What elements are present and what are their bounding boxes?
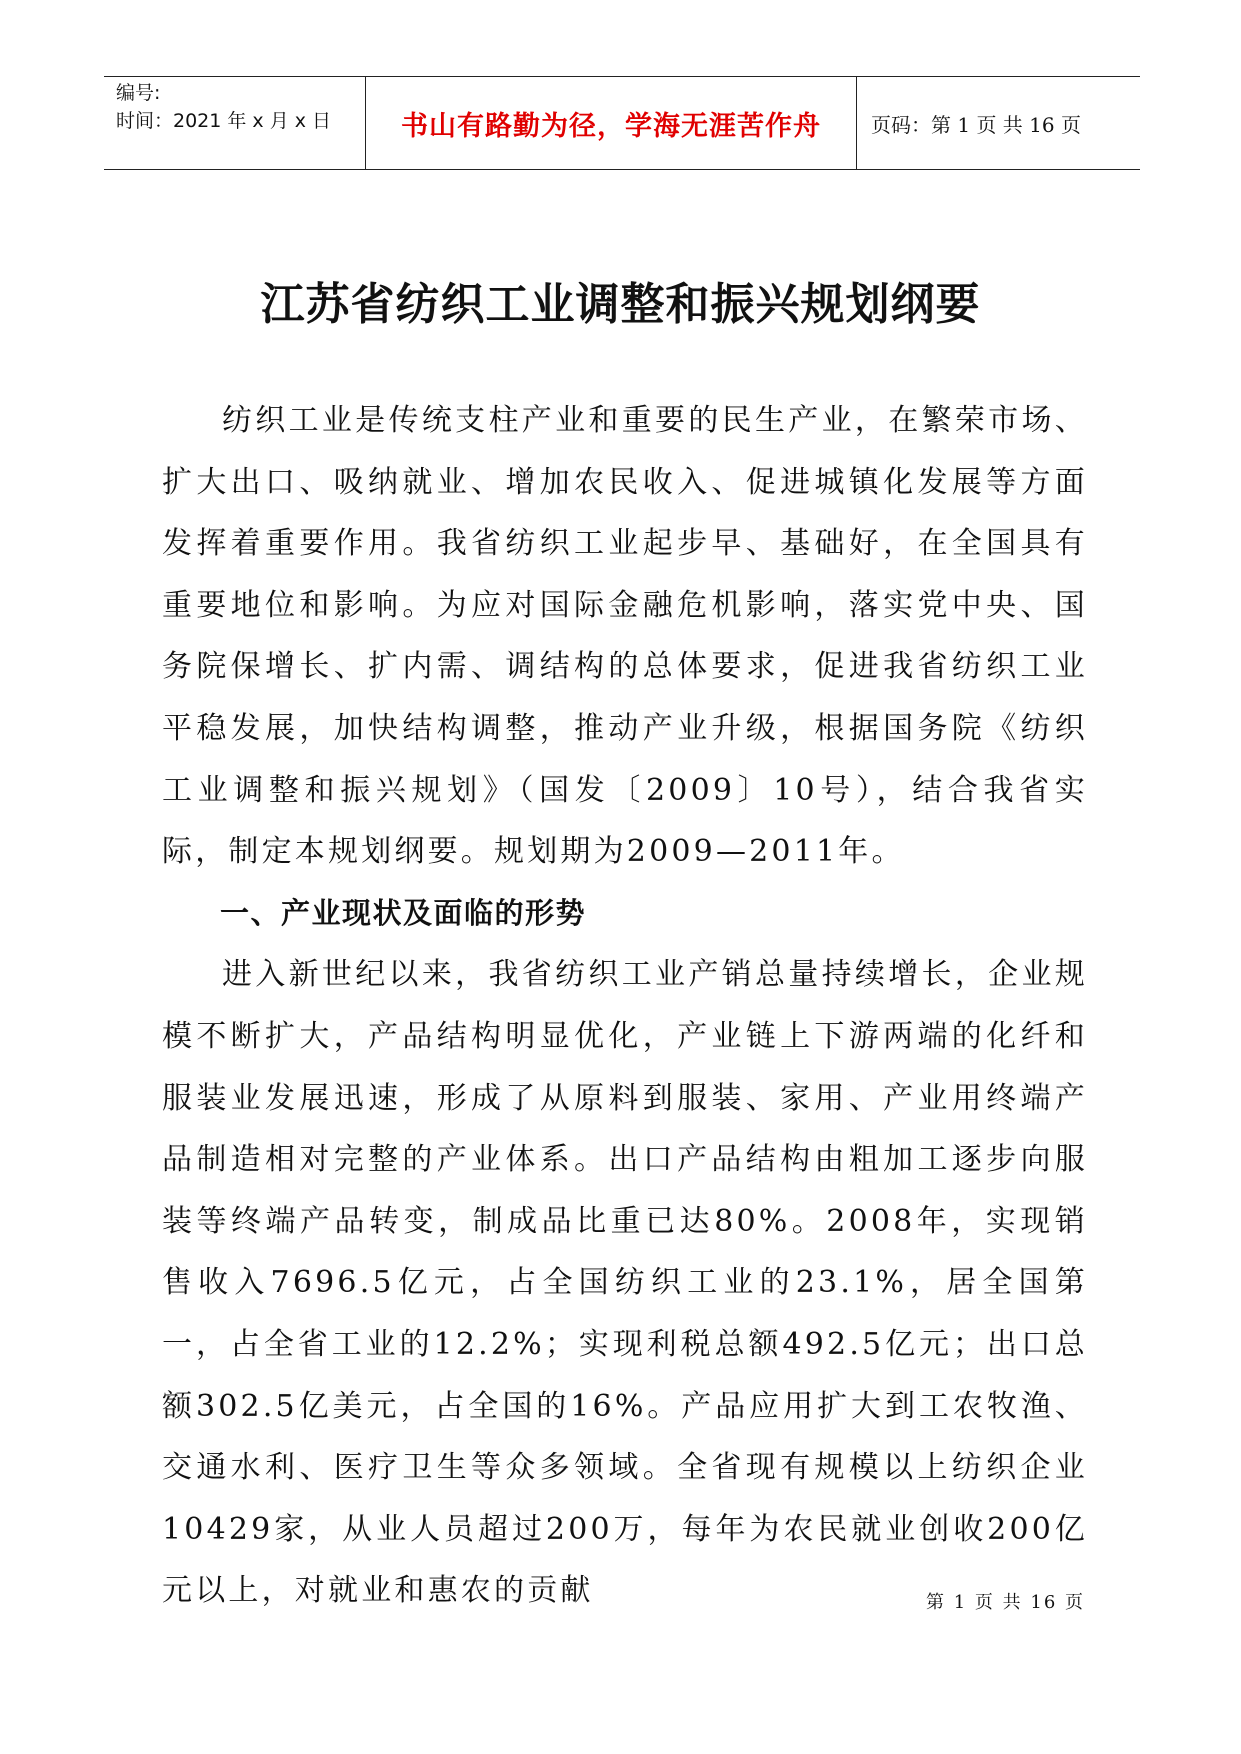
- paragraph-status: 进入新世纪以来，我省纺织工业产销总量持续增长，企业规模不断扩大，产品结构明显优化，产业链上下游两端的化纤和服装业发展迅速，形成了从原料到服装、家用、产业用终端产品制造相对完整的产业体系。出口产品结构由粗加工逐步向服装等终端产品转变，制成品比重已达80%。2008年，实现销售收入7696.5亿元，占全国纺织工业的23.1%，居全国第一，占全省工业的12.2%；实现利税总额492.5亿元；出口总额302.5亿美元，占全国的16%。产品应用扩大到工农牧渔、交通水利、医疗卫生等众多领域。全省现有规模以上纺织企业10429家，从业人员超过200万，每年为农民就业创收200亿元以上，对就业和惠农的贡献: [162, 957, 1088, 1609]
- header-motto: 书山有路勤为径，学海无涯苦作舟: [366, 77, 857, 169]
- page-header-table: [104, 76, 1140, 170]
- paragraph-intro: 纺织工业是传统支柱产业和重要的民生产业，在繁荣市场、扩大出口、吸纳就业、增加农民收入、促进城镇化发展等方面发挥着重要作用。我省纺织工业起步早、基础好，在全国具有重要地位和影响。为应对国际金融危机影响，落实党中央、国务院保增长、扩内需、调结构的总体要求，促进我省纺织工业平稳发展，加快结构调整，推动产业升级，根据国务院《纺织工业调整和振兴规划》（国发〔2009〕10号），结合我省实际，制定本规划纲要。规划期为2009—2011年。: [162, 403, 1088, 870]
- header-page-info: 页码：第 1 页 共 16 页: [871, 112, 1081, 137]
- document-title: 江苏省纺织工业调整和振兴规划纲要: [260, 279, 981, 330]
- document-body: [162, 390, 1088, 1622]
- serial-number-label: 编号:: [116, 82, 161, 104]
- page-footer-number: 第 1 页 共 16 页: [926, 1592, 1085, 1613]
- header-meta-cell: [104, 77, 366, 169]
- section-heading: 一、产业现状及面临的形势: [220, 895, 587, 930]
- date-label: 时间：2021 年 x 月 x 日: [116, 110, 332, 132]
